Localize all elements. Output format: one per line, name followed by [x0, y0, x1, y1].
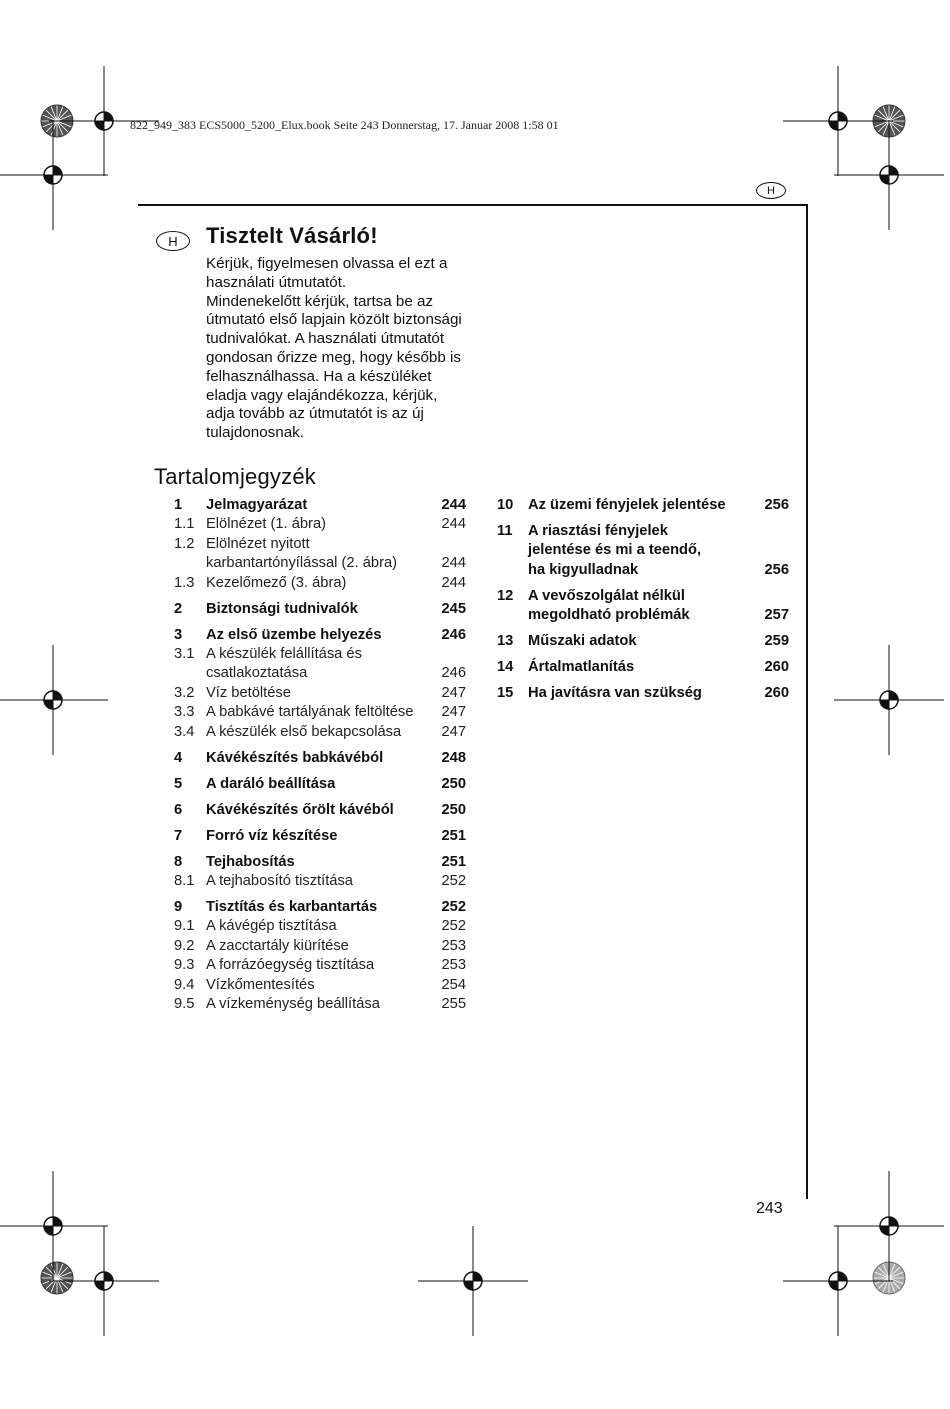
toc-entry — [174, 995, 466, 1014]
intro-line: felhasználhassa. Ha a készüléket — [206, 367, 432, 385]
toc-entry-page: 244 — [441, 574, 466, 591]
toc-entry-page: 253 — [441, 937, 466, 954]
toc-entry-page: 250 — [441, 775, 466, 792]
toc-entry-label: A forrázóegység tisztítása — [206, 957, 375, 974]
page-title: Tisztelt Vásárló! — [206, 223, 378, 248]
toc-entry-label: A készülék első bekapcsolása — [206, 723, 402, 740]
toc-entry — [497, 658, 789, 677]
toc-entry-label: Jelmagyarázat — [206, 497, 308, 513]
toc-entry-number: 1.2 — [174, 535, 195, 552]
toc-entry-number: 3.1 — [174, 646, 195, 663]
toc-entry-label: Víz betöltése — [206, 684, 291, 701]
toc-entry-number: 6 — [174, 801, 183, 818]
toc-entry — [174, 600, 466, 619]
toc-entry — [174, 626, 466, 645]
toc-entry — [174, 703, 466, 722]
toc-entry-page: 250 — [441, 801, 466, 818]
toc-entry-page: 247 — [441, 723, 466, 740]
toc-entry — [174, 515, 466, 534]
top-rule — [138, 204, 808, 206]
toc-entry-label: ha kigyulladnak — [528, 561, 639, 578]
toc-entry-label: Ártalmatlanítás — [528, 659, 635, 676]
toc-entry-page: 256 — [764, 561, 789, 578]
toc-entry — [497, 496, 789, 515]
toc-entry-label: Vízkőmentesítés — [206, 976, 315, 993]
toc-entry-label: Az üzemi fényjelek jelentése — [528, 497, 726, 513]
toc-entry — [174, 684, 466, 703]
toc-entry — [174, 645, 466, 664]
page-number: 243 — [756, 1200, 783, 1217]
toc-entry-number: 7 — [174, 827, 183, 844]
toc-entry — [174, 723, 466, 742]
toc-entry — [497, 684, 789, 703]
toc-entry-number: 11 — [497, 523, 513, 539]
toc-entry-number: 4 — [174, 749, 183, 766]
toc-entry-number: 5 — [174, 775, 183, 792]
toc-entry-page: 252 — [441, 873, 466, 890]
toc-left-column — [174, 496, 466, 1015]
toc-entry-page: 256 — [764, 497, 789, 513]
toc-entry-page: 260 — [764, 685, 789, 702]
toc-entry — [174, 976, 466, 995]
toc-entry-label: Forró víz készítése — [206, 827, 338, 844]
toc-entry-number: 8 — [174, 853, 183, 870]
toc-entry-page: 254 — [441, 976, 466, 993]
toc-entry-label: A daráló beállítása — [206, 775, 336, 792]
toc-entry-page: 252 — [441, 918, 466, 935]
intro-line: gondosan őrizze meg, hogy később is — [206, 348, 461, 366]
toc-entry-label: A kávégép tisztítása — [206, 918, 337, 935]
toc-entry — [497, 587, 789, 606]
toc-entry-number: 3.2 — [174, 684, 195, 701]
toc-entry — [174, 664, 466, 683]
intro-text — [206, 255, 476, 443]
toc-entry — [174, 775, 466, 794]
toc-entry — [174, 937, 466, 956]
toc-entry — [497, 541, 789, 560]
toc-entry-label: Kávékészítés őrölt kávéból — [206, 801, 394, 818]
toc-entry-number: 14 — [497, 659, 514, 676]
toc-entry-page: 247 — [441, 704, 466, 721]
toc-entry-page: 260 — [764, 659, 789, 676]
toc-entry-label: jelentése és mi a teendő, — [528, 542, 702, 559]
toc-entry-page: 246 — [441, 665, 466, 682]
toc-entry-number: 9.3 — [174, 957, 195, 974]
toc-entry-number: 10 — [497, 497, 514, 513]
toc-entry — [174, 574, 466, 593]
toc-entry — [497, 632, 789, 651]
toc-entry-page: 257 — [764, 607, 789, 624]
toc-entry — [174, 853, 466, 872]
toc-entry-label: A vízkeménység beállítása — [206, 996, 380, 1013]
toc-entry — [174, 535, 466, 554]
toc-entry-page: 259 — [764, 633, 789, 650]
toc-heading: Tartalomjegyzék — [154, 464, 316, 489]
toc-entry — [174, 917, 466, 936]
intro-line: útmutató első lapjain közölt biztonsági — [206, 311, 462, 329]
toc-entry — [174, 956, 466, 975]
toc-entry-page: 248 — [441, 749, 466, 766]
toc-entry — [174, 827, 466, 846]
toc-entry-label: karbantartónyílással (2. ábra) — [206, 555, 398, 572]
toc-entry-number: 3.4 — [174, 723, 195, 740]
toc-entry-label: A készülék felállítása és — [206, 646, 362, 663]
toc-entry-page: 251 — [441, 827, 466, 844]
toc-entry-number: 1 — [174, 497, 183, 513]
intro-line: Mindenekelőtt kérjük, tartsa be az — [206, 292, 434, 310]
toc-entry-page: 253 — [441, 957, 466, 974]
toc-entry-page: 245 — [441, 600, 466, 617]
toc-entry-number: 9 — [174, 899, 183, 916]
toc-entry-number: 2 — [174, 600, 183, 617]
toc-entry — [174, 554, 466, 573]
toc-entry-label: csatlakoztatása — [206, 665, 308, 682]
toc-entry-page: 244 — [441, 516, 466, 533]
toc-entry-label: Biztonsági tudnivalók — [206, 600, 358, 617]
print-header: 822_949_383 ECS5000_5200_Elux.book Seite 243 Donnerstag, 17. Januar 2008 1:58 01 — [130, 118, 559, 132]
toc-entry-page: 244 — [441, 555, 466, 572]
toc-entry — [174, 898, 466, 917]
toc-entry-number: 1.1 — [174, 516, 195, 533]
toc-entry-number: 8.1 — [174, 873, 195, 890]
toc-entry-label: A tejhabosító tisztítása — [206, 873, 353, 890]
toc-right-column — [497, 496, 789, 704]
intro-line: használati útmutatót. — [206, 273, 347, 291]
toc-entry-label: A zacctartály kiürítése — [206, 937, 349, 954]
intro-line: Kérjük, figyelmesen olvassa el ezt a — [206, 255, 448, 272]
toc-entry-number: 9.1 — [174, 918, 195, 935]
toc-entry — [174, 801, 466, 820]
toc-entry-number: 9.2 — [174, 937, 195, 954]
toc-entry — [497, 606, 789, 625]
toc-entry-label: megoldható problémák — [528, 607, 690, 624]
toc-entry-number: 9.4 — [174, 976, 195, 993]
toc-entry-label: A babkávé tartályának feltöltése — [206, 704, 414, 721]
toc-entry-label: Kávékészítés babkávéból — [206, 749, 384, 766]
intro-line: tudnivalókat. A használati útmutatót — [206, 330, 445, 348]
toc-entry-number: 3.3 — [174, 704, 195, 721]
toc-entry-label: Műszaki adatok — [528, 633, 637, 650]
toc-entry-label: Tisztítás és karbantartás — [206, 899, 378, 916]
toc-entry-label: Az első üzembe helyezés — [206, 626, 382, 643]
toc-entry-number: 13 — [497, 633, 514, 650]
toc-entry-number: 3 — [174, 626, 183, 643]
toc-entry-number: 12 — [497, 587, 514, 604]
toc-entry — [497, 561, 789, 580]
toc-entry-page: 244 — [441, 497, 466, 513]
language-badge-top: H — [756, 182, 786, 199]
intro-line: tulajdonosnak. — [206, 424, 304, 442]
toc-entry-label: A riasztási fényjelek — [528, 523, 668, 539]
toc-entry — [174, 749, 466, 768]
language-badge: H — [156, 231, 190, 251]
toc-entry-number: 9.5 — [174, 996, 195, 1013]
toc-entry-label: Elölnézet (1. ábra) — [206, 516, 327, 533]
toc-entry-label: Tejhabosítás — [206, 853, 295, 870]
toc-entry-label: A vevőszolgálat nélkül — [528, 587, 685, 604]
intro-line: adja tovább az útmutatót is az új — [206, 405, 424, 423]
toc-entry — [497, 522, 789, 541]
toc-entry — [174, 496, 466, 515]
toc-entry-number: 15 — [497, 685, 514, 702]
toc-entry — [174, 872, 466, 891]
toc-entry-page: 246 — [441, 626, 466, 643]
intro-line: eladja vagy elajándékozza, kérjük, — [206, 386, 438, 404]
side-rule — [806, 204, 808, 1199]
toc-entry-label: Ha javításra van szükség — [528, 685, 702, 702]
toc-entry-page: 255 — [441, 996, 466, 1013]
toc-entry-label: Kezelőmező (3. ábra) — [206, 574, 347, 591]
toc-entry-page: 251 — [441, 853, 466, 870]
toc-entry-page: 247 — [441, 684, 466, 701]
toc-entry-number: 1.3 — [174, 574, 195, 591]
toc-entry-label: Elölnézet nyitott — [206, 535, 310, 552]
toc-entry-page: 252 — [441, 899, 466, 916]
